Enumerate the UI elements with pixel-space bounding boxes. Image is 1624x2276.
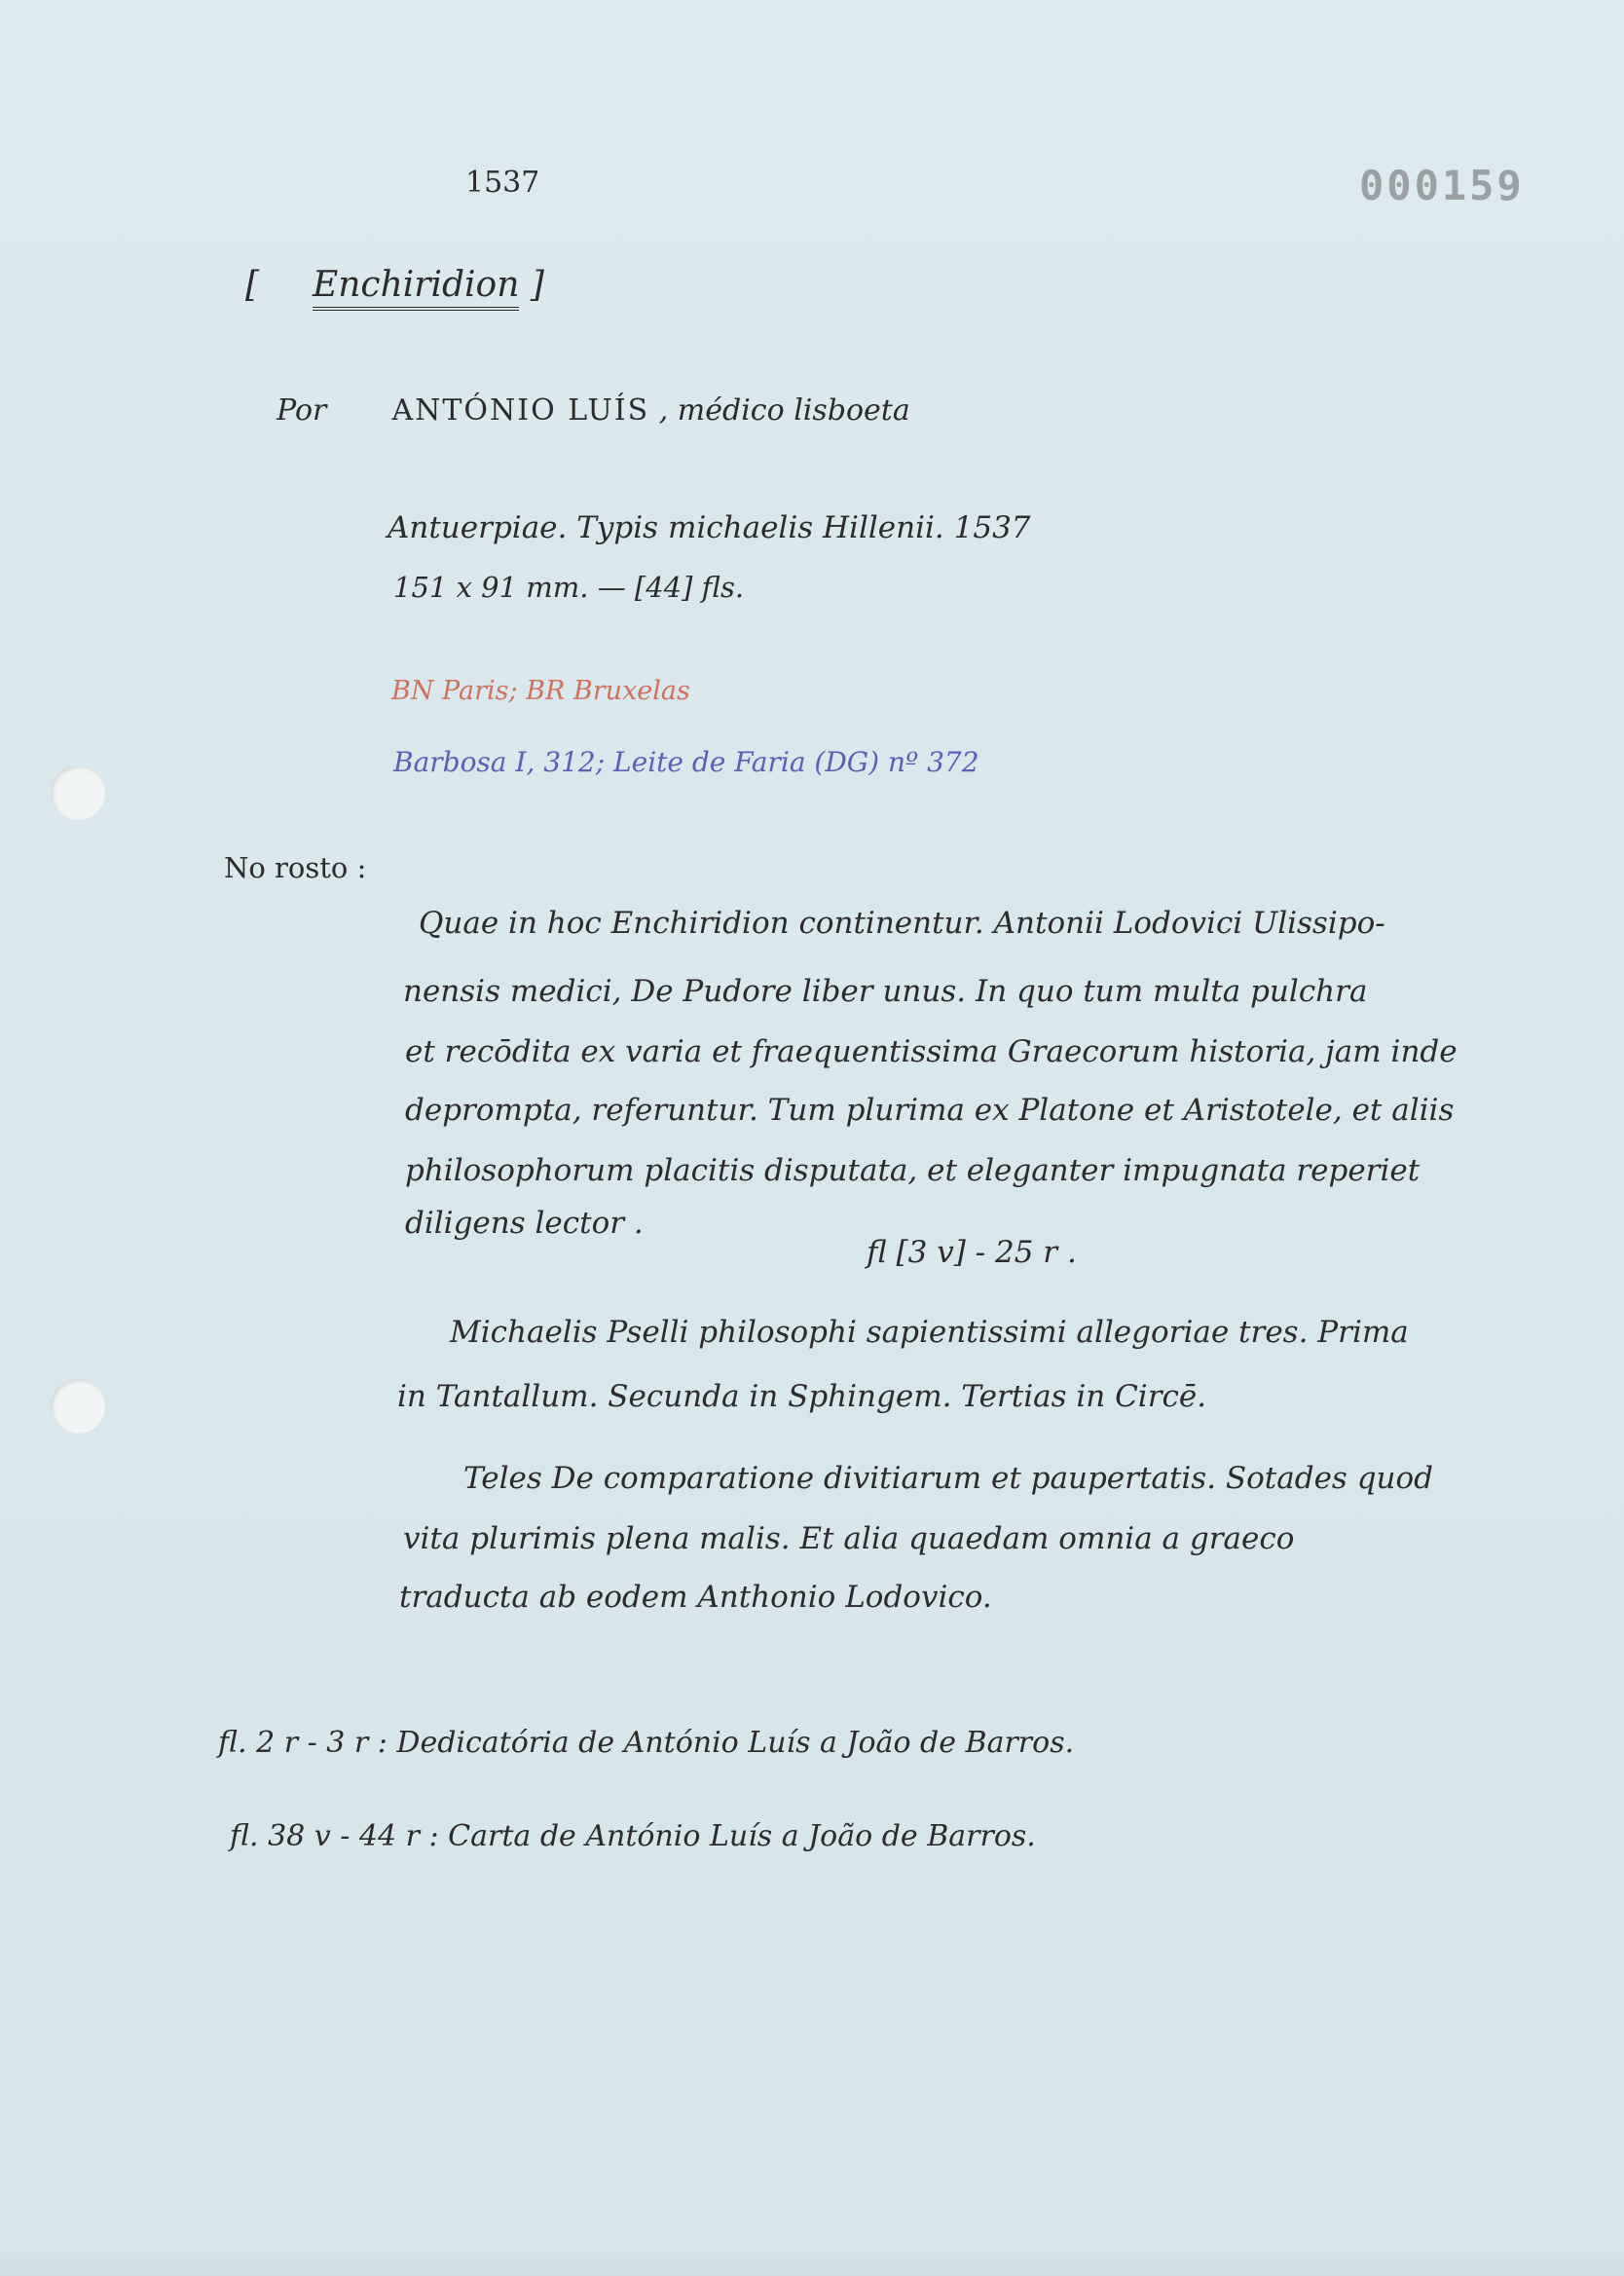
note-letter: fl. 38 v - 44 r : Carta de António Luís a João de Barros. [230,1819,1036,1853]
punch-hole-top [51,765,105,820]
title-line [245,265,544,311]
rosto-p1-line-6: diligens lector . [405,1206,644,1241]
punch-hole-bottom [51,1379,105,1434]
rosto-p1-line-4: deprompta, referuntur. Tum plurima ex Platone et Aristotele, et aliis [405,1093,1455,1128]
author-suffix: , médico lisboeta [658,393,910,428]
stamp-number: 000159 [1359,162,1525,209]
year-label: 1537 [465,166,540,200]
author-name: ANTÓNIO LUÍS [391,393,650,428]
rosto-p1-line-2: nensis medici, De Pudore liber unus. In quo tum multa pulchra [403,974,1368,1009]
rosto-p3-line-2: vita plurimis plena malis. Et alia quaedam omnia a graeco [403,1521,1295,1556]
rosto-p2-line-2: in Tantallum. Secunda in Sphingem. Tertias in Circē. [397,1379,1207,1414]
rosto-p3-line-1: Teles De comparatione divitiarum et paupertatis. Sotades quod [463,1461,1434,1496]
rosto-p1-line-5: philosophorum placitis disputata, et eleganter impugnata reperiet [405,1153,1421,1188]
bracket-close: ] [530,265,544,305]
imprint-line-2: 151 x 91 mm. — [44] fls. [393,571,745,604]
title-text: Enchiridion [313,265,519,311]
rosto-label: No rosto : [224,851,367,884]
bracket-open: [ [245,265,260,305]
rosto-p2-line-1: Michaelis Pselli philosophi sapientissimi allegoriae tres. Prima [450,1315,1409,1350]
rosto-p3-line-3: traducta ab eodem Anthonio Lodovico. [399,1580,992,1615]
holdings-libraries: BN Paris; BR Bruxelas [391,676,690,706]
imprint-line-1: Antuerpiae. Typis michaelis Hillenii. 1537 [388,510,1031,545]
rosto-folio-ref-1: fl [3 v] - 25 r . [867,1235,1077,1270]
holdings-references: Barbosa I, 312; Leite de Faria (DG) nº 372 [393,746,979,778]
rosto-p1-line-3: et recōdita ex varia et fraequentissima Graecorum historia, jam inde [405,1034,1458,1069]
note-dedication: fl. 2 r - 3 r : Dedicatória de António Luís a João de Barros. [218,1726,1075,1760]
rosto-p1-line-1: Quae in hoc Enchiridion continentur. Antonii Lodovici Ulissipo- [419,906,1385,941]
bottom-edge-shading [0,2247,1624,2276]
author-prefix: Por [277,393,327,428]
author-line [277,393,910,428]
